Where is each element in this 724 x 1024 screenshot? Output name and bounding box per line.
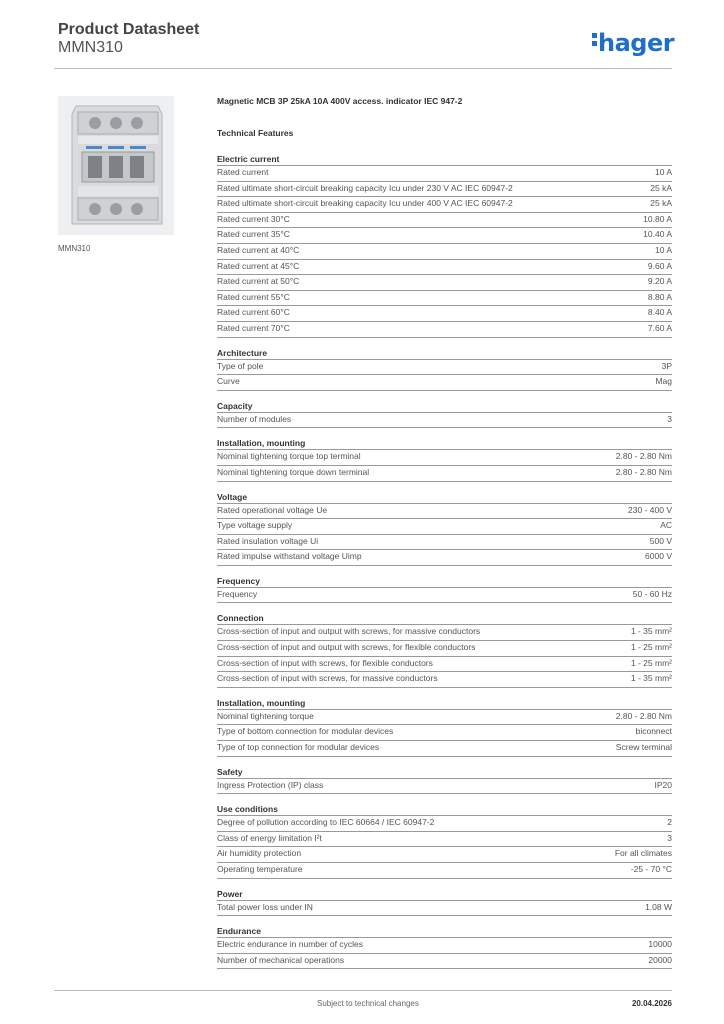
spec-value: 10 A [654,167,672,177]
spec-value: 8.80 A [647,291,672,302]
spec-section [217,803,672,878]
section-rows [217,587,672,604]
spec-value: 6000 V [645,551,672,562]
spec-row [217,305,672,321]
spec-value: 1 - 35 mm² [630,673,672,684]
footer-divider [54,990,672,991]
spec-value: 25 kA [650,198,672,209]
spec-value: AC [660,520,672,531]
spec-value: 2.80 - 2.80 Nm [615,451,672,462]
spec-label: Rated current [217,167,269,177]
spec-value: 500 V [649,535,672,546]
spec-label: Rated current 35°C [217,229,290,240]
spec-label: Rated current 60°C [217,307,290,318]
spec-label: Number of mechanical operations [217,954,345,965]
spec-label: Total power loss under IN [217,901,313,912]
spec-section [217,347,672,391]
spec-section [217,400,672,429]
spec-section [217,766,672,795]
spec-value: 2.80 - 2.80 Nm [615,466,672,477]
section-rows [217,900,672,917]
section-rows [217,709,672,757]
section-rows [217,937,672,969]
spec-value: 2 [667,817,672,828]
image-caption: MMN310 [58,244,91,253]
spec-value: For all climates [614,848,672,859]
section-title: Capacity [217,400,253,411]
section-rows [217,412,672,429]
spec-label: Type of bottom connection for modular devices [217,726,394,737]
spec-value: 1 - 35 mm² [630,626,672,637]
spec-value: Mag [655,376,672,387]
section-title: Electric current [217,154,280,164]
section-title: Architecture [217,347,268,358]
spec-value: 3P [661,360,672,371]
spec-row [217,953,672,970]
spec-section [217,575,672,604]
spec-content [217,96,672,969]
section-title: Connection [217,613,264,624]
spec-label: Electric endurance in number of cycles [217,939,363,950]
spec-row [217,846,672,862]
footer-date: 20.04.2026 [631,999,672,1008]
spec-row [217,671,672,688]
spec-value: 3 [667,413,672,424]
spec-label: Type of top connection for modular devices [217,742,380,753]
spec-row [217,656,672,672]
product-code: MMN310 [58,39,123,56]
spec-label: Rated insulation voltage Ui [217,535,319,546]
spec-row [217,374,672,391]
spec-row [217,534,672,550]
spec-label: Frequency [217,588,258,599]
spec-value: 50 - 60 Hz [632,588,672,599]
spec-value: 1 - 25 mm² [630,642,672,653]
spec-label: Rated current at 50°C [217,276,300,287]
spec-row [217,587,672,604]
footer-note: Subject to technical changes [317,999,419,1008]
spec-value: 7.60 A [647,322,672,333]
page-title: Product Datasheet [58,21,200,38]
section-title: Endurance [217,926,261,937]
section-title: Use conditions [217,804,278,815]
brand-logo [592,29,674,57]
spec-label: Operating temperature [217,864,303,874]
spec-row [217,290,672,306]
spec-row [217,212,672,228]
spec-value: 9.20 A [647,276,672,287]
spec-value: 9.60 A [647,260,672,271]
spec-section [217,437,672,481]
section-title: Voltage [217,491,248,502]
spec-row [217,900,672,917]
spec-label: Rated current 30°C [217,213,290,224]
section-rows [217,624,672,687]
spec-section [217,888,672,917]
spec-section [217,491,672,566]
spec-row [217,243,672,259]
spec-row [217,815,672,831]
spec-row [217,412,672,429]
spec-row [217,709,672,725]
spec-value: 1 - 25 mm² [630,657,672,668]
spec-value: 10000 [648,939,672,950]
spec-label: Rated ultimate short-circuit breaking capacity Icu under 400 V AC IEC 60947-2 [217,198,513,209]
spec-row [217,862,672,879]
spec-label: Number of modules [217,413,292,424]
spec-label: Nominal tightening torque down terminal [217,466,370,477]
section-title: Installation, mounting [217,438,306,449]
spec-section [217,153,672,338]
spec-label: Rated current 55°C [217,291,290,302]
section-rows [217,503,672,566]
spec-row [217,778,672,795]
spec-row [217,724,672,740]
spec-label: Rated current 70°C [217,322,290,333]
spec-section [217,612,672,687]
spec-row [217,831,672,847]
spec-value: biconnect [635,726,672,737]
spec-row [217,165,672,181]
spec-row [217,321,672,338]
section-title: Installation, mounting [217,697,306,708]
spec-sections [217,153,672,969]
spec-row [217,624,672,640]
spec-section [217,697,672,757]
spec-value: Screw terminal [615,742,672,753]
spec-label: Degree of pollution according to IEC 60664 / IEC 60947-2 [217,817,435,828]
section-title: Frequency [217,575,260,586]
spec-row [217,503,672,519]
spec-row [217,449,672,465]
spec-row [217,181,672,197]
spec-label: Rated current at 45°C [217,260,300,271]
spec-row [217,937,672,953]
section-title: Power [217,888,243,899]
spec-value: 25 kA [650,182,672,193]
spec-value: 230 - 400 V [628,504,672,515]
spec-label: Rated ultimate short-circuit breaking capacity Icu under 230 V AC IEC 60947-2 [217,182,513,193]
spec-label: Nominal tightening torque [217,710,314,721]
spec-row [217,549,672,566]
spec-label: Cross-section of input with screws, for massive conductors [217,673,438,684]
technical-features-heading: Technical Features [217,128,294,138]
spec-value: 10.80 A [643,213,672,224]
spec-label: Rated impulse withstand voltage Uimp [217,551,362,562]
spec-label: Ingress Protection (IP) class [217,779,324,790]
spec-row [217,518,672,534]
spec-row [217,274,672,290]
spec-value: 20000 [648,954,672,965]
section-rows [217,165,672,338]
header-divider [54,68,672,69]
section-title: Safety [217,766,243,777]
spec-row [217,640,672,656]
spec-row [217,227,672,243]
spec-value: 2.80 - 2.80 Nm [615,710,672,721]
section-rows [217,359,672,391]
spec-value: 1.08 W [645,901,672,912]
spec-value: -25 - 70 °C [630,864,672,874]
spec-label: Class of energy limitation I²t [217,832,322,843]
spec-label: Rated current at 40°C [217,244,300,255]
spec-row [217,359,672,375]
product-description: Magnetic MCB 3P 25kA 10A 400V access. indicator IEC 947-2 [217,96,463,106]
spec-label: Type voltage supply [217,520,293,531]
spec-label: Rated operational voltage Ue [217,504,328,515]
spec-value: 8.40 A [647,307,672,318]
spec-section [217,925,672,969]
spec-label: Cross-section of input with screws, for flexible conductors [217,657,433,668]
spec-row [217,465,672,482]
spec-value: 3 [667,832,672,843]
section-rows [217,815,672,878]
section-rows [217,778,672,795]
spec-value: 10 A [654,244,672,255]
spec-label: Cross-section of input and output with screws, for massive conductors [217,626,481,637]
spec-label: Cross-section of input and output with screws, for flexible conductors [217,642,476,653]
spec-label: Nominal tightening torque top terminal [217,451,361,462]
spec-label: Curve [217,376,240,387]
logo-text: hager [598,29,675,57]
spec-row [217,196,672,212]
spec-value: IP20 [654,779,672,790]
spec-value: 10.40 A [643,229,672,240]
section-rows [217,449,672,481]
spec-row [217,259,672,275]
spec-label: Air humidity protection [217,848,302,859]
spec-label: Type of pole [217,360,264,371]
spec-row [217,740,672,757]
product-image [58,96,174,235]
